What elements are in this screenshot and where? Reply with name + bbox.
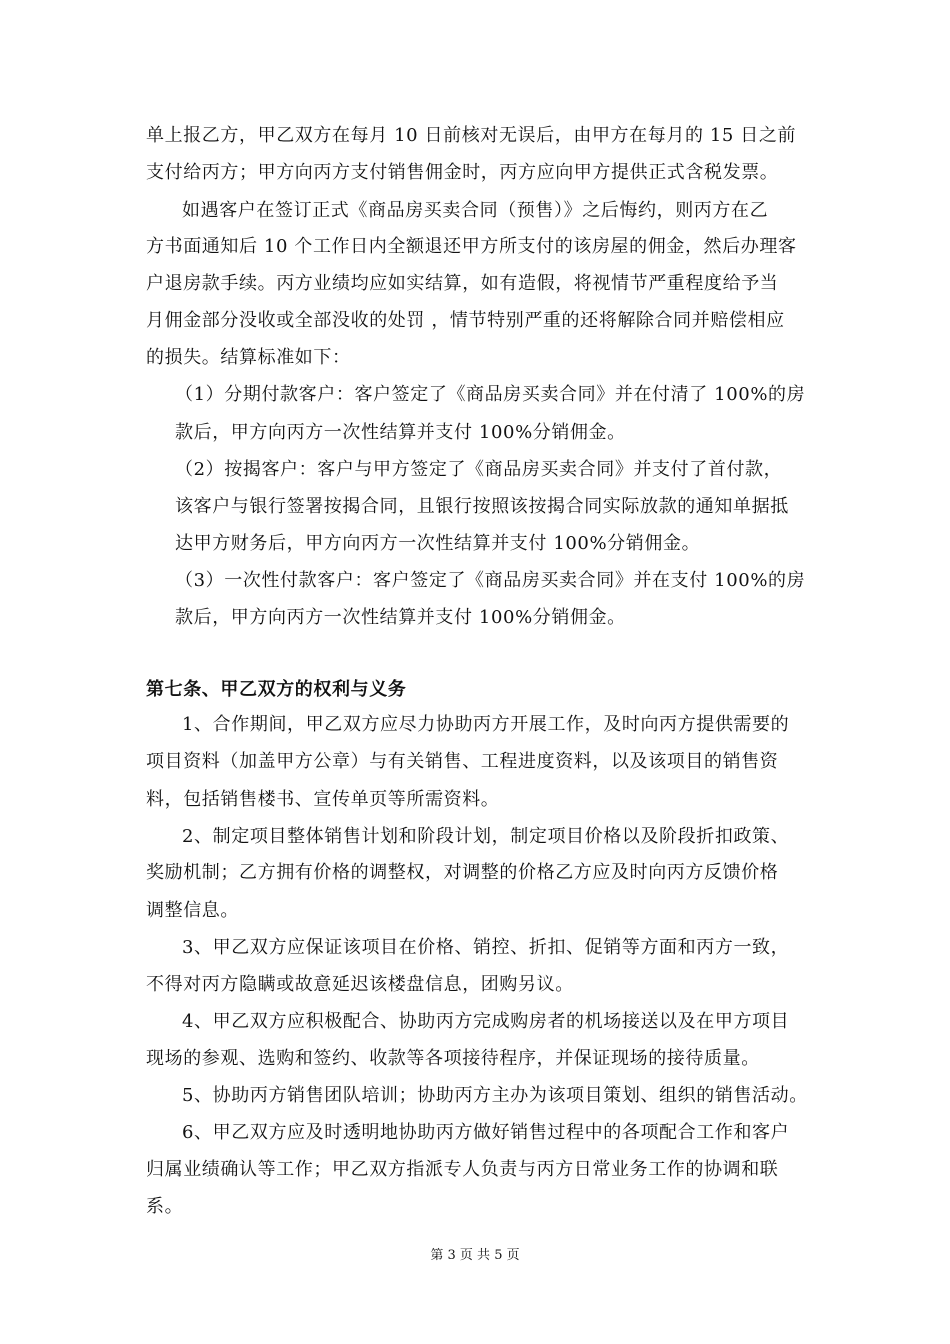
list-item-line: 达甲方财务后，甲方向丙方一次性结算并支付 100%分销佣金。: [175, 533, 701, 554]
list-item-line: 该客户与银行签署按揭合同，且银行按照该按揭合同实际放款的通知单据抵: [175, 496, 789, 517]
text-line: 现场的参观、选购和签约、收款等各项接待程序，并保证现场的接待质量。: [146, 1048, 760, 1069]
text-line: 单上报乙方，甲乙双方在每月 10 日前核对无误后，由甲方在每月的 15 日之前: [146, 125, 797, 146]
text-line: 月佣金部分没收或全部没收的处罚 ，情节特别严重的还将解除合同并赔偿相应: [146, 310, 785, 331]
text-line: 3、甲乙双方应保证该项目在价格、销控、折扣、促销等方面和丙方一致，: [182, 937, 790, 958]
text-line: 不得对丙方隐瞒或故意延迟该楼盘信息，团购另议。: [146, 974, 574, 995]
section-heading: 第七条、甲乙双方的权利与义务: [146, 679, 407, 700]
text-line: 如遇客户在签订正式《商品房买卖合同（预售）》之后悔约，则丙方在乙: [182, 200, 769, 221]
text-line: 调整信息。: [146, 900, 239, 921]
page-footer: 第 3 页 共 5 页: [430, 1248, 520, 1263]
text-line: 支付给丙方；甲方向丙方支付销售佣金时，丙方应向甲方提供正式含税发票。: [146, 162, 779, 183]
text-line: 6、甲乙双方应及时透明地协助丙方做好销售过程中的各项配合工作和客户: [182, 1122, 790, 1143]
text-line: 5、协助丙方销售团队培训；协助丙方主办为该项目策划、组织的销售活动。: [182, 1085, 808, 1106]
text-line: 项目资料（加盖甲方公章）与有关销售、工程进度资料，以及该项目的销售资: [146, 751, 779, 772]
text-line: 的损失。结算标准如下：: [146, 347, 351, 368]
list-item-line: （3）一次性付款客户：客户签定了《商品房买卖合同》并在支付 100%的房: [175, 570, 806, 591]
text-line: 2、制定项目整体销售计划和阶段计划，制定项目价格以及阶段折扣政策、: [182, 826, 790, 847]
list-item-line: （1）分期付款客户：客户签定了《商品房买卖合同》并在付清了 100%的房: [175, 384, 806, 405]
text-line: 料，包括销售楼书、宣传单页等所需资料。: [146, 789, 500, 810]
text-line: 奖励机制；乙方拥有价格的调整权，对调整的价格乙方应及时向丙方反馈价格: [146, 862, 779, 883]
list-item-line: 款后，甲方向丙方一次性结算并支付 100%分销佣金。: [175, 607, 626, 628]
text-line: 4、甲乙双方应积极配合、协助丙方完成购房者的机场接送以及在甲方项目: [182, 1011, 790, 1032]
text-line: 1、合作期间，甲乙双方应尽力协助丙方开展工作，及时向丙方提供需要的: [182, 714, 790, 735]
text-line: 系。: [146, 1196, 184, 1217]
list-item-line: 款后，甲方向丙方一次性结算并支付 100%分销佣金。: [175, 422, 626, 443]
text-line: 归属业绩确认等工作；甲乙双方指派专人负责与丙方日常业务工作的协调和联: [146, 1159, 779, 1180]
list-item-line: （2）按揭客户：客户与甲方签定了《商品房买卖合同》并支付了首付款，: [175, 459, 783, 480]
text-line: 户退房款手续。丙方业绩均应如实结算，如有造假，将视情节严重程度给予当: [146, 273, 779, 294]
text-line: 方书面通知后 10 个工作日内全额退还甲方所支付的该房屋的佣金，然后办理客: [146, 236, 797, 257]
